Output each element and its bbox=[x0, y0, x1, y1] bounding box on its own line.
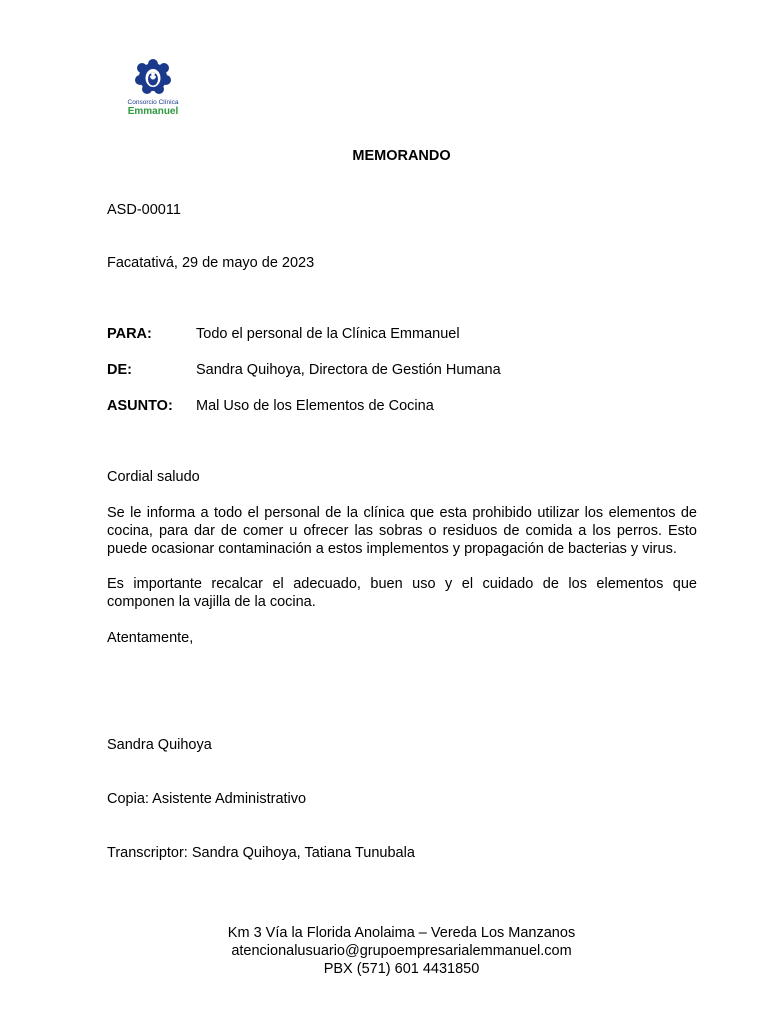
greeting: Cordial saludo bbox=[107, 469, 200, 485]
footer-phone: PBX (571) 601 4431850 bbox=[323, 961, 480, 977]
lion-emblem-icon bbox=[120, 58, 186, 98]
logo-text-emmanuel: Emmanuel bbox=[127, 106, 179, 117]
asunto-value: Mal Uso de los Elementos de Cocina bbox=[196, 398, 434, 414]
footer-address: Km 3 Vía la Florida Anolaima – Vereda Los Manzanos bbox=[227, 925, 576, 941]
body-paragraph-2: Es importante recalcar el adecuado, buen uso y el cuidado de los elementos que componen la vajilla de la cocina. bbox=[107, 576, 697, 610]
company-logo bbox=[120, 58, 186, 120]
closing: Atentamente, bbox=[107, 630, 194, 646]
de-value: Sandra Quihoya, Directora de Gestión Humana bbox=[196, 362, 501, 378]
footer-email: atencionalusuario@grupoempresarialemmanuel.com bbox=[231, 943, 572, 959]
body-paragraph-1: Se le informa a todo el personal de la clínica que esta prohibido utilizar los elementos de cocina, para dar de comer u ofrecer las sobras o residuos de comida a los perros. Esto puede ocasionar contaminación a estos implementos y propagación de bacterias y virus. bbox=[107, 505, 697, 557]
transcriber-line: Transcriptor: Sandra Quihoya, Tatiana Tunubala bbox=[107, 845, 415, 861]
signature-name: Sandra Quihoya bbox=[107, 737, 212, 753]
memo-code: ASD-00011 bbox=[107, 202, 181, 218]
memo-place-date: Facatativá, 29 de mayo de 2023 bbox=[107, 255, 315, 271]
de-label: DE: bbox=[107, 362, 132, 378]
para-value: Todo el personal de la Clínica Emmanuel bbox=[196, 326, 460, 342]
asunto-label: ASUNTO: bbox=[107, 398, 173, 414]
copy-line: Copia: Asistente Administrativo bbox=[107, 791, 307, 807]
para-label: PARA: bbox=[107, 326, 152, 342]
logo-text-consorcio: Consorcio Clínica bbox=[127, 99, 179, 106]
memo-title: MEMORANDO bbox=[352, 148, 451, 164]
